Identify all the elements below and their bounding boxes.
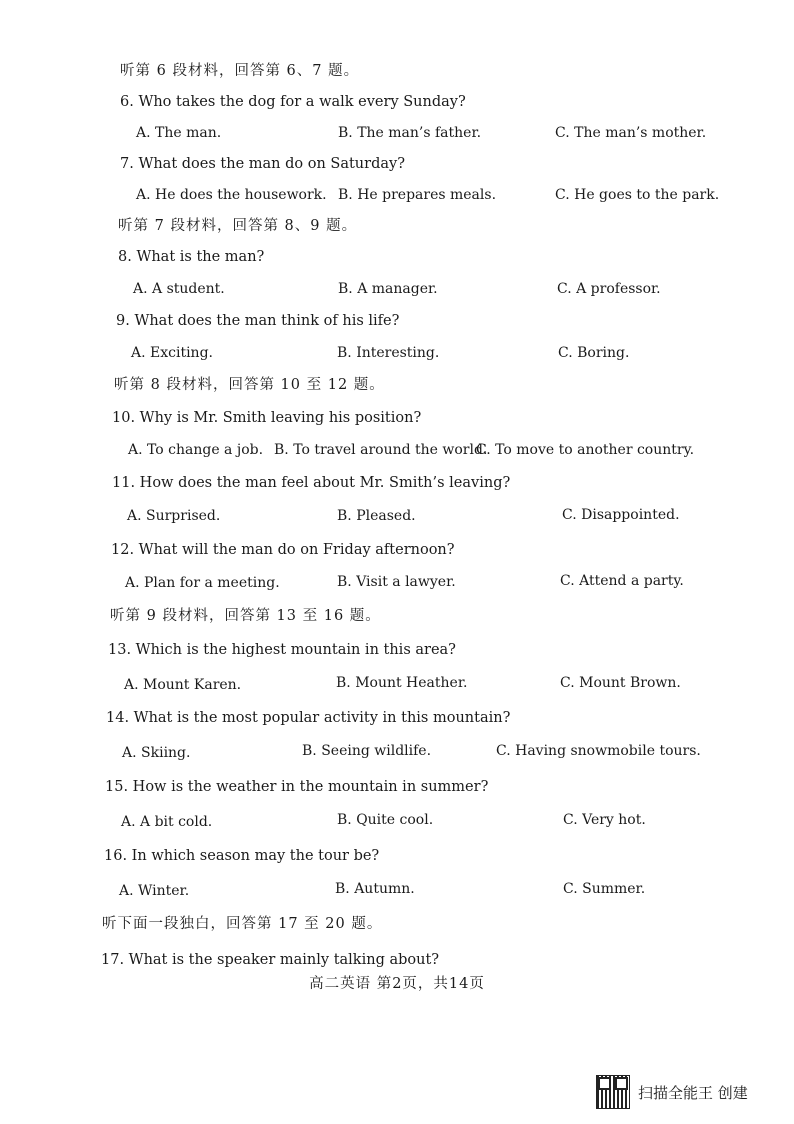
section-heading: 听第 6 段材料，回答第 6、7 题。: [120, 63, 360, 79]
option-8c[interactable]: C. A professor.: [557, 281, 661, 297]
option-7a[interactable]: A. He does the housework.: [136, 187, 327, 203]
option-12b[interactable]: B. Visit a lawyer.: [337, 574, 456, 590]
question-10: 10. Why is Mr. Smith leaving his position?: [112, 410, 422, 426]
option-6b[interactable]: B. The man’s father.: [338, 125, 482, 141]
option-15b[interactable]: B. Quite cool.: [337, 812, 434, 828]
question-16: 16. In which season may the tour be?: [104, 848, 380, 864]
option-12c[interactable]: C. Attend a party.: [560, 573, 684, 589]
question-8: 8. What is the man?: [118, 249, 265, 265]
option-11c[interactable]: C. Disappointed.: [562, 507, 680, 523]
option-15c[interactable]: C. Very hot.: [563, 812, 646, 828]
option-6a[interactable]: A. The man.: [136, 125, 222, 141]
question-12: 12. What will the man do on Friday afternoon?: [111, 542, 455, 558]
qr-code-icon: [596, 1075, 630, 1109]
section-heading: 听下面一段独白，回答第 17 至 20 题。: [102, 916, 383, 932]
question-15: 15. How is the weather in the mountain in summer?: [105, 779, 489, 795]
option-8a[interactable]: A. A student.: [133, 281, 225, 297]
watermark-text: 扫描全能王 创建: [638, 1083, 748, 1102]
option-6c[interactable]: C. The man’s mother.: [555, 125, 707, 141]
question-9: 9. What does the man think of his life?: [116, 313, 400, 329]
option-13a[interactable]: A. Mount Karen.: [124, 677, 242, 693]
option-9b[interactable]: B. Interesting.: [337, 345, 440, 361]
question-7: 7. What does the man do on Saturday?: [120, 156, 405, 172]
question-13: 13. Which is the highest mountain in this area?: [108, 642, 456, 658]
option-15a[interactable]: A. A bit cold.: [121, 814, 213, 830]
section-heading: 听第 8 段材料，回答第 10 至 12 题。: [114, 377, 385, 393]
option-14b[interactable]: B. Seeing wildlife.: [302, 743, 432, 759]
option-10c[interactable]: C. To move to another country.: [476, 442, 695, 458]
option-13b[interactable]: B. Mount Heather.: [336, 675, 468, 691]
page-footer: 高二英语 第2页，共14页: [309, 976, 485, 992]
option-9c[interactable]: C. Boring.: [558, 345, 630, 361]
option-16b[interactable]: B. Autumn.: [335, 881, 415, 897]
question-6: 6. Who takes the dog for a walk every Sunday?: [120, 94, 466, 110]
question-11: 11. How does the man feel about Mr. Smith’s leaving?: [112, 475, 511, 491]
question-17: 17. What is the speaker mainly talking about?: [101, 952, 440, 968]
option-16c[interactable]: C. Summer.: [563, 881, 646, 897]
option-11b[interactable]: B. Pleased.: [337, 508, 416, 524]
option-12a[interactable]: A. Plan for a meeting.: [125, 575, 280, 591]
section-heading: 听第 7 段材料，回答第 8、9 题。: [118, 218, 358, 234]
section-heading: 听第 9 段材料，回答第 13 至 16 题。: [110, 608, 381, 624]
option-7b[interactable]: B. He prepares meals.: [338, 187, 497, 203]
option-13c[interactable]: C. Mount Brown.: [560, 675, 681, 691]
option-9a[interactable]: A. Exciting.: [131, 345, 213, 361]
option-10a[interactable]: A. To change a job.: [128, 442, 264, 458]
option-14a[interactable]: A. Skiing.: [122, 745, 191, 761]
scanner-watermark: [596, 1072, 772, 1112]
option-11a[interactable]: A. Surprised.: [127, 508, 221, 524]
option-16a[interactable]: A. Winter.: [119, 883, 190, 899]
option-14c[interactable]: C. Having snowmobile tours.: [496, 743, 701, 759]
question-14: 14. What is the most popular activity in this mountain?: [106, 710, 511, 726]
option-8b[interactable]: B. A manager.: [338, 281, 438, 297]
option-7c[interactable]: C. He goes to the park.: [555, 187, 720, 203]
option-10b[interactable]: B. To travel around the world.: [274, 442, 488, 458]
